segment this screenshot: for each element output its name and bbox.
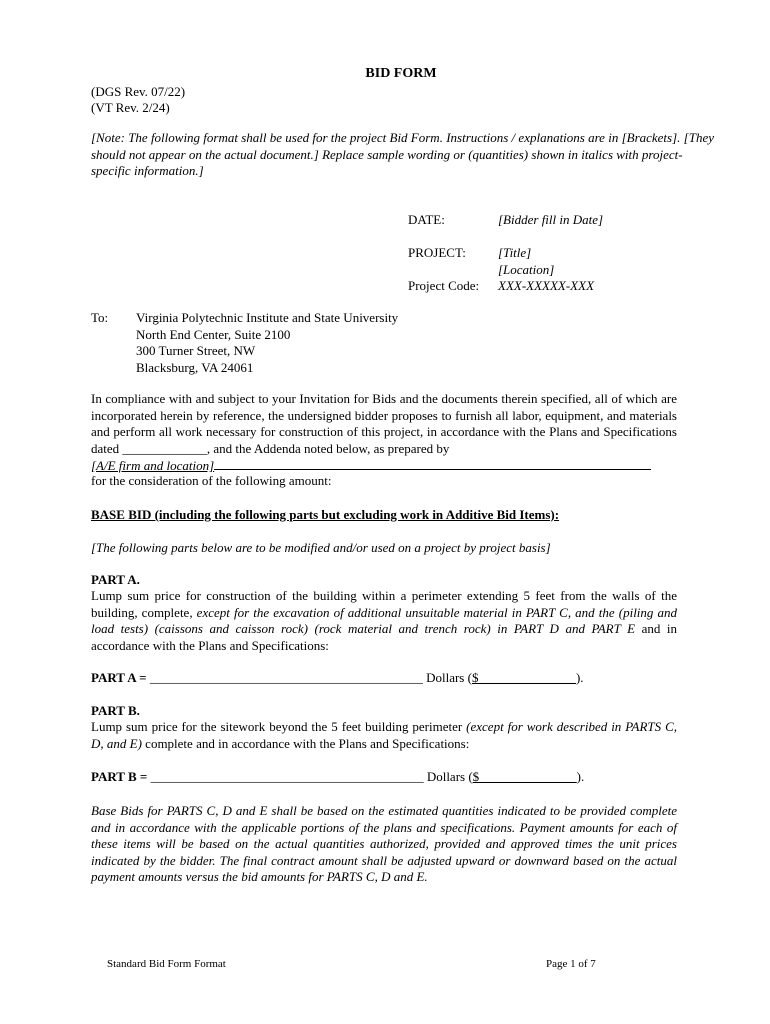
ae-firm-line [91, 457, 677, 475]
project-code-value: XXX-XXXXX-XXX [498, 278, 595, 293]
part-b-words-blank: __________________________________________ [150, 769, 424, 784]
dollars-label: Dollars ( [426, 670, 472, 685]
part-a-amount-line [91, 670, 677, 687]
base-bid-heading: BASE BID (including the following parts but excluding work in Additive Bid Items): [91, 507, 560, 522]
compliance-paragraph: In compliance with and subject to your Invitation for Bids and the documents therein specified, all of which are incorporated herein by reference, the undersigned bidder proposes to furnish all labor, equipment, and materials and perform all work necessary for construction of this project, in accordance with the Plans and Specifications dated _____________, and the Addenda noted below, as prepared by [91, 391, 677, 456]
parts-note: [The following parts below are to be modified and/or used on a project by project basis] [91, 540, 551, 555]
project-location: [Location] [498, 262, 555, 277]
footer-form-name: Standard Bid Form Format [107, 958, 226, 970]
part-a-heading: PART A. [91, 572, 140, 587]
project-label: PROJECT: [408, 245, 466, 260]
to-label: To: [91, 310, 109, 325]
part-b-amount-line [91, 769, 677, 786]
dollars-label: Dollars ( [426, 769, 473, 784]
part-b-text-end: complete and in accordance with the Plans and Specifications: [145, 735, 470, 751]
part-b-text: Lump sum price for the sitework beyond the 5 feet building perimeter [91, 719, 463, 734]
closing-paragraph: Base Bids for PARTS C, D and E shall be based on the estimated quantities indicated to be provided complete and in accordance with the applicable portions of the plans and specifications. Payment amounts for each of these items will be based on the actual quantities authorized, provided and approved times the unit prices indicated by the bidder. The final contract amount shall be adjusted upward or downward based on the actual payment amounts versus the bid amounts for PARTS C, D and E. [91, 803, 677, 884]
part-b-dollars-blank: $_______________ [472, 769, 577, 784]
ae-firm-placeholder: [A/E firm and location] [91, 458, 215, 473]
part-a-exceptions: except for the excavation of additional unsuitable material in PART C, and the (piling and load tests) (caissons and caisson rock) (rock material and trench rock) in PART D and PART E [91, 604, 678, 636]
instructions-note: [Note: The following format shall be used for the project Bid Form. Instructions / explanations are in [Brackets]. [They should not appear on the actual document.] Replace sample wording or (quantities) shown in italics with project-specific information.] [91, 130, 714, 178]
address-line: North End Center, Suite 2100 [136, 326, 291, 342]
date-label: DATE: [408, 212, 445, 227]
project-location-row [408, 262, 554, 279]
ae-firm-blank [214, 457, 651, 470]
dollars-close: ). [575, 670, 584, 685]
address-line: Blacksburg, VA 24061 [136, 359, 254, 375]
part-a-dollars-blank: $_______________ [471, 670, 576, 685]
footer-page-number: Page 1 of 7 [546, 958, 596, 970]
project-title: [Title] [498, 245, 532, 260]
address-line: 300 Turner Street, NW [136, 343, 256, 358]
part-a-words-blank: __________________________________________ [149, 670, 423, 685]
address-line: Virginia Polytechnic Institute and State University [136, 310, 399, 325]
consideration-text: for the consideration of the following amount: [91, 473, 332, 488]
part-a-text-end: and in accordance with the Plans and Specifications: [91, 621, 677, 653]
date-row [408, 212, 603, 229]
project-code-label: Project Code: [408, 278, 480, 293]
vt-revision: (VT Rev. 2/24) [91, 100, 170, 115]
part-b-description [91, 719, 677, 752]
dollars-close: ). [576, 769, 585, 784]
project-code-row [408, 278, 594, 295]
part-a-text: Lump sum price for construction of the building within a perimeter extending 5 feet from the walls of the building, complete, [91, 588, 677, 620]
part-b-exceptions: (except for work described in PARTS C, D, and E) [91, 719, 677, 751]
part-a-description [91, 588, 677, 654]
part-a-label: PART A = [91, 670, 147, 685]
dgs-revision: (DGS Rev. 07/22) [91, 84, 186, 99]
part-b-heading: PART B. [91, 703, 140, 718]
project-row [408, 245, 531, 262]
recipient-address [136, 310, 398, 376]
document-title: BID FORM [365, 66, 437, 81]
part-b-label: PART B = [91, 769, 148, 784]
date-value: [Bidder fill in Date] [498, 212, 604, 227]
